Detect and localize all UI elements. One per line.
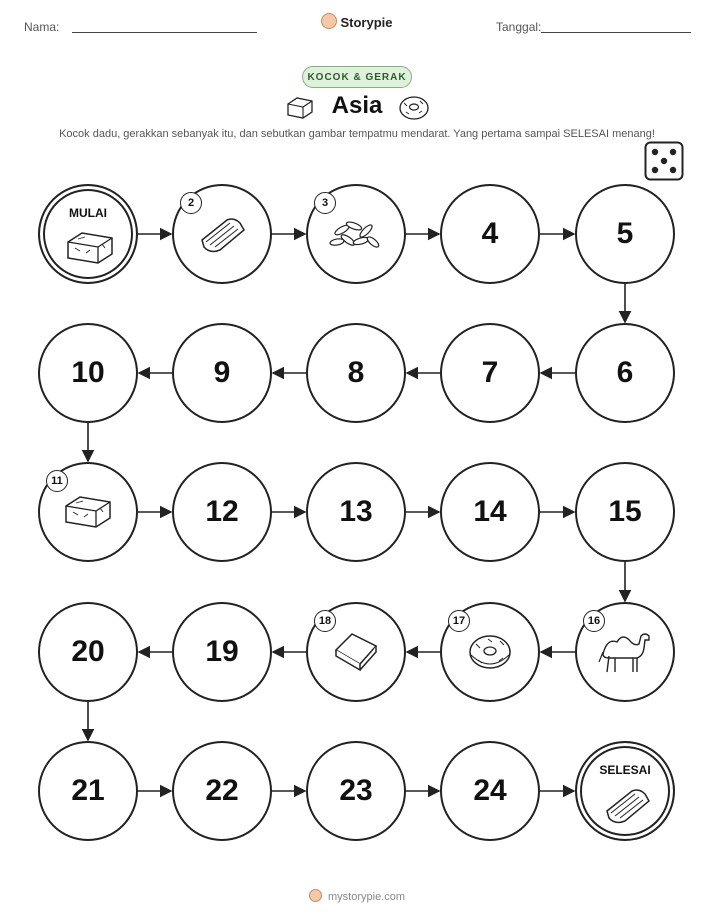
space-number: 9 [213, 356, 231, 389]
footer-url: mystorypie.com [328, 891, 406, 903]
number-space [440, 741, 540, 841]
space-number: 4 [481, 217, 499, 250]
footer-site [0, 889, 714, 903]
start-label: MULAI [69, 206, 107, 220]
number-space [440, 184, 540, 284]
name-label: Nama: [24, 20, 60, 34]
instructions: Kocok dadu, gerakkan sebanyak itu, dan sebutkan gambar tempatmu mendarat. Yang pertama sampai SELESAI menang! [59, 128, 655, 140]
towel-icon [192, 209, 252, 259]
finish-space [575, 741, 675, 841]
space-number-badge: 3 [314, 192, 336, 214]
number-space [575, 184, 675, 284]
tofu-icon [60, 226, 120, 270]
space-number: 10 [71, 356, 105, 389]
number-space [172, 323, 272, 423]
number-space [172, 741, 272, 841]
number-space [440, 323, 540, 423]
space-number: 13 [339, 495, 373, 528]
camel-icon [595, 627, 655, 677]
number-space [38, 741, 138, 841]
space-number: 14 [473, 495, 507, 528]
space-number-badge: 11 [46, 470, 68, 492]
number-space [38, 323, 138, 423]
space-number-badge: 2 [180, 192, 202, 214]
space-number-badge: 16 [583, 610, 605, 632]
folded-cloth-icon [326, 627, 386, 677]
date-label: Tanggal: [496, 20, 542, 34]
space-number: 6 [616, 356, 634, 389]
space-number-badge: 17 [448, 610, 470, 632]
number-space [172, 602, 272, 702]
towel-icon [597, 783, 657, 827]
page-title: Asia [331, 92, 383, 119]
space-number: 24 [473, 774, 507, 807]
start-space [38, 184, 138, 284]
picture-space [38, 462, 138, 562]
picture-space [306, 602, 406, 702]
space-number: 20 [71, 635, 105, 668]
storypie-mascot-icon [309, 889, 322, 902]
tofu-icon [58, 487, 118, 537]
number-space [440, 462, 540, 562]
number-space [306, 462, 406, 562]
picture-space [440, 602, 540, 702]
space-number: 23 [339, 774, 373, 807]
space-number: 22 [205, 774, 239, 807]
brand-name: Storypie [340, 15, 393, 30]
number-space [306, 741, 406, 841]
donut-icon [460, 627, 520, 677]
space-number: 5 [616, 217, 634, 250]
picture-space [575, 602, 675, 702]
number-space [38, 602, 138, 702]
finish-label: SELESAI [599, 763, 651, 777]
space-number: 12 [205, 495, 239, 528]
space-number: 19 [205, 635, 239, 668]
space-number: 7 [481, 356, 499, 389]
space-number: 8 [347, 356, 365, 389]
space-number-badge: 18 [314, 610, 336, 632]
picture-space [172, 184, 272, 284]
number-space [172, 462, 272, 562]
number-space [306, 323, 406, 423]
space-number: 21 [71, 774, 105, 807]
picture-space [306, 184, 406, 284]
activity-badge: KOCOK & GERAK [302, 66, 412, 88]
number-space [575, 323, 675, 423]
space-number: 15 [608, 495, 642, 528]
rice-grains-icon [326, 209, 386, 259]
number-space [575, 462, 675, 562]
